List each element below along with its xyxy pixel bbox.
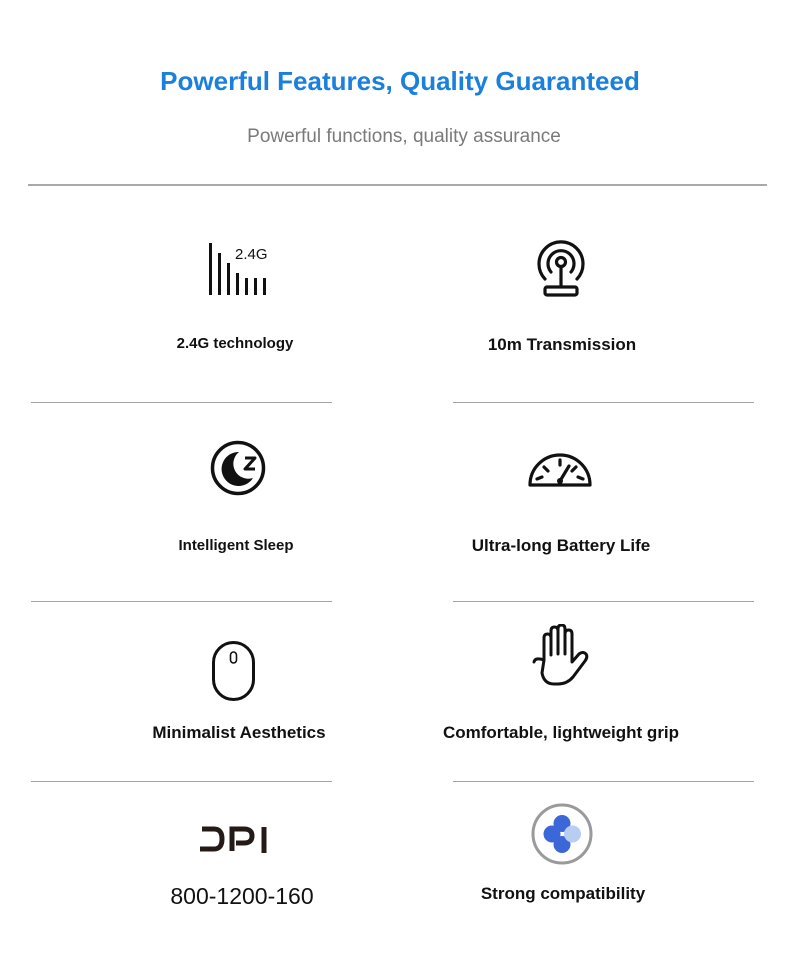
feature-label-compatibility: Strong compatibility (480, 884, 646, 903)
page-subtitle: Powerful functions, quality assurance (247, 126, 561, 147)
dpi-logo-icon (198, 823, 272, 855)
row-divider-right-3 (453, 781, 754, 782)
row-divider-right-2 (453, 601, 754, 602)
feature-label-sleep: Intelligent Sleep (178, 537, 294, 554)
compatibility-icon (529, 802, 595, 866)
mouse-icon (211, 640, 257, 702)
row-divider-right-1 (453, 402, 754, 403)
header-divider (28, 184, 767, 186)
row-divider-left-3 (31, 781, 332, 782)
signal-2-4g-icon (205, 240, 275, 298)
sleep-moon-icon (209, 439, 267, 497)
feature-label-2-4g: 2.4G technology (176, 335, 294, 352)
speedometer-icon (527, 450, 593, 488)
signal-2-4g-text: 2.4G (235, 246, 268, 263)
feature-label-transmission: 10m Transmission (487, 335, 637, 354)
feature-label-battery: Ultra-long Battery Life (471, 536, 651, 555)
row-divider-left-1 (31, 402, 332, 403)
feature-label-aesthetics: Minimalist Aesthetics (152, 723, 326, 742)
antenna-tower-icon (534, 238, 588, 300)
hand-icon (530, 624, 592, 686)
page-title: Powerful Features, Quality Guaranteed (160, 66, 640, 96)
dpi-values: 800-1200-160 (170, 883, 314, 909)
row-divider-left-2 (31, 601, 332, 602)
feature-label-grip: Comfortable, lightweight grip (442, 723, 680, 742)
